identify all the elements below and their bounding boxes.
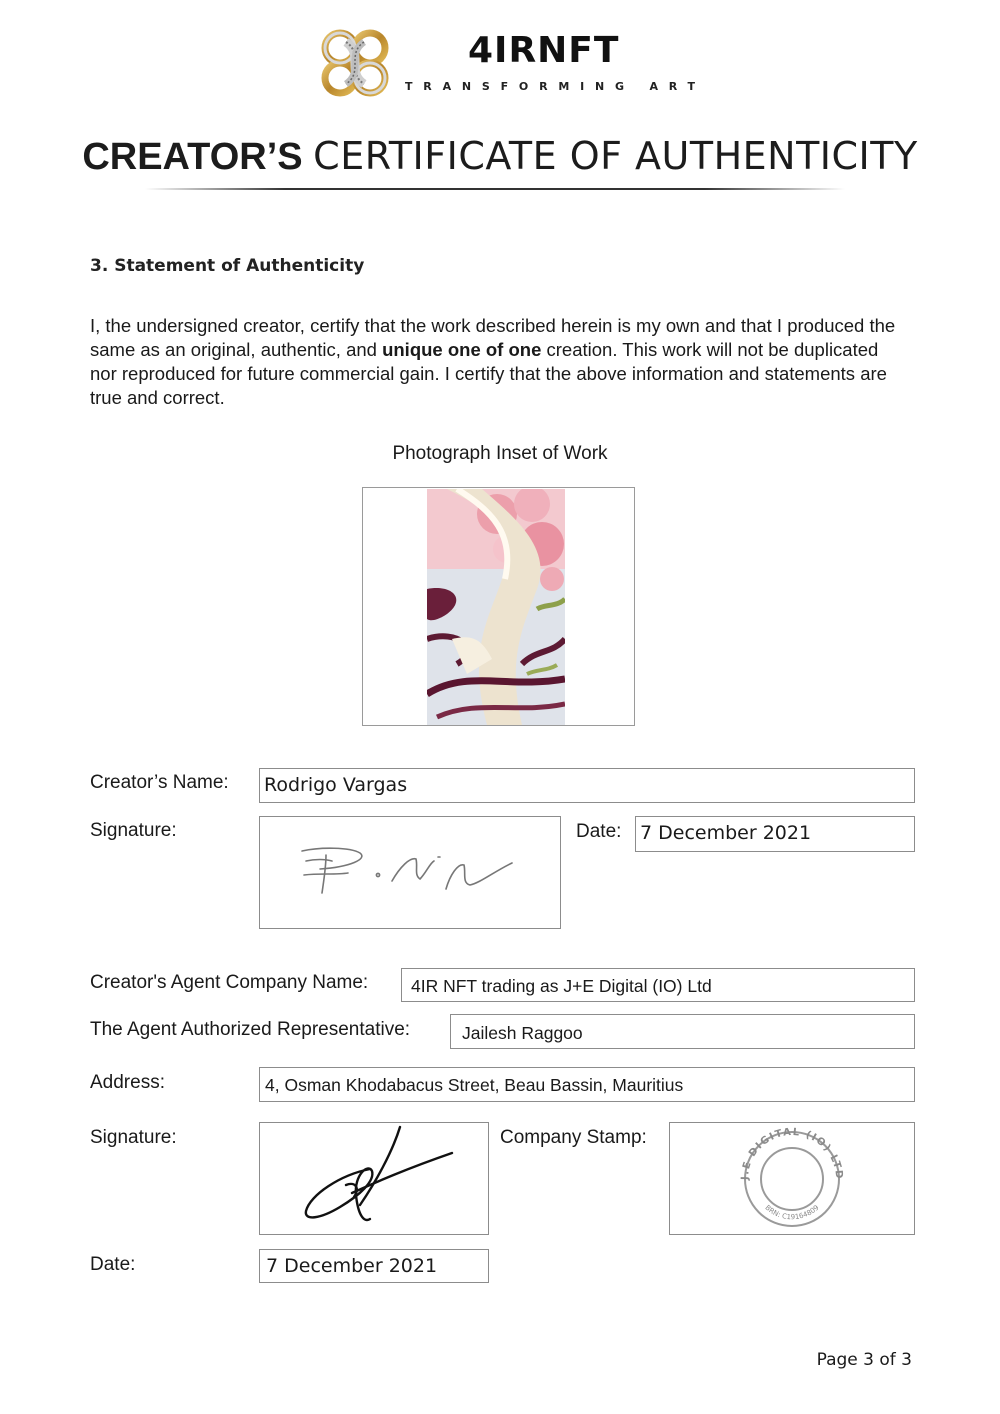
agent-company-value: 4IR NFT trading as J+E Digital (IO) Ltd — [411, 976, 712, 996]
svg-text:BRN: C19164809: BRN: C19164809 — [763, 1203, 821, 1222]
creator-signature-box[interactable] — [259, 816, 561, 929]
creator-name-label: Creator’s Name: — [90, 772, 229, 793]
page-title — [0, 134, 1000, 179]
agent-representative-label: The Agent Authorized Representative: — [90, 1019, 411, 1040]
agent-date-value: 7 December 2021 — [266, 1255, 438, 1277]
brand-logo-icon — [316, 24, 394, 102]
title-rest-part: CERTIFICATE OF AUTHENTICITY — [313, 134, 918, 178]
agent-address-field[interactable] — [259, 1067, 915, 1102]
agent-representative-field[interactable] — [450, 1014, 915, 1049]
brand-tagline: TRANSFORMING ART — [405, 80, 706, 93]
statement-text-start: I, the undersigned creator, certify that the work described herein is my own and that I produced the same as an original, authentic, and — [90, 315, 896, 360]
brand-name: 4IRNFT — [468, 30, 620, 71]
artwork-image — [427, 489, 565, 725]
statement-paragraph — [90, 314, 905, 410]
agent-company-field[interactable] — [401, 968, 915, 1002]
creator-date-label: Date: — [576, 821, 622, 842]
title-bold-part: CREATOR’S — [82, 136, 303, 178]
creator-signature-image — [260, 817, 560, 928]
agent-company-label: Creator's Agent Company Name: — [90, 972, 369, 993]
creator-name-field[interactable] — [259, 768, 915, 803]
creator-signature-label: Signature: — [90, 820, 177, 841]
creator-name-value: Rodrigo Vargas — [264, 774, 408, 796]
statement-text-end: creation. This work will not be duplicated nor reproduced for future commercial gain. I certify that the above information and statements are true and correct. — [90, 339, 887, 408]
svg-text:J.E DIGITAL (IO) LTD: J.E DIGITAL (IO) LTD — [739, 1126, 845, 1181]
title-divider — [145, 188, 845, 190]
company-stamp-label: Company Stamp: — [500, 1127, 647, 1148]
agent-address-value: 4, Osman Khodabacus Street, Beau Bassin, Mauritius — [265, 1075, 684, 1095]
section-heading: 3. Statement of Authenticity — [90, 256, 365, 276]
agent-date-field[interactable] — [259, 1249, 489, 1283]
agent-address-label: Address: — [90, 1072, 165, 1093]
agent-signature-box[interactable] — [259, 1122, 489, 1235]
agent-date-label: Date: — [90, 1254, 136, 1275]
company-stamp-box[interactable] — [669, 1122, 915, 1235]
creator-date-value: 7 December 2021 — [640, 822, 812, 844]
creator-date-field[interactable] — [635, 816, 915, 852]
company-stamp-icon — [670, 1123, 914, 1234]
page-number: Page 3 of 3 — [816, 1350, 912, 1370]
agent-signature-label: Signature: — [90, 1127, 177, 1148]
agent-signature-image — [260, 1123, 488, 1234]
agent-representative-value: Jailesh Raggoo — [462, 1023, 583, 1043]
statement-text-bold: unique one of one — [382, 339, 542, 360]
inset-caption: Photograph Inset of Work — [392, 443, 608, 464]
